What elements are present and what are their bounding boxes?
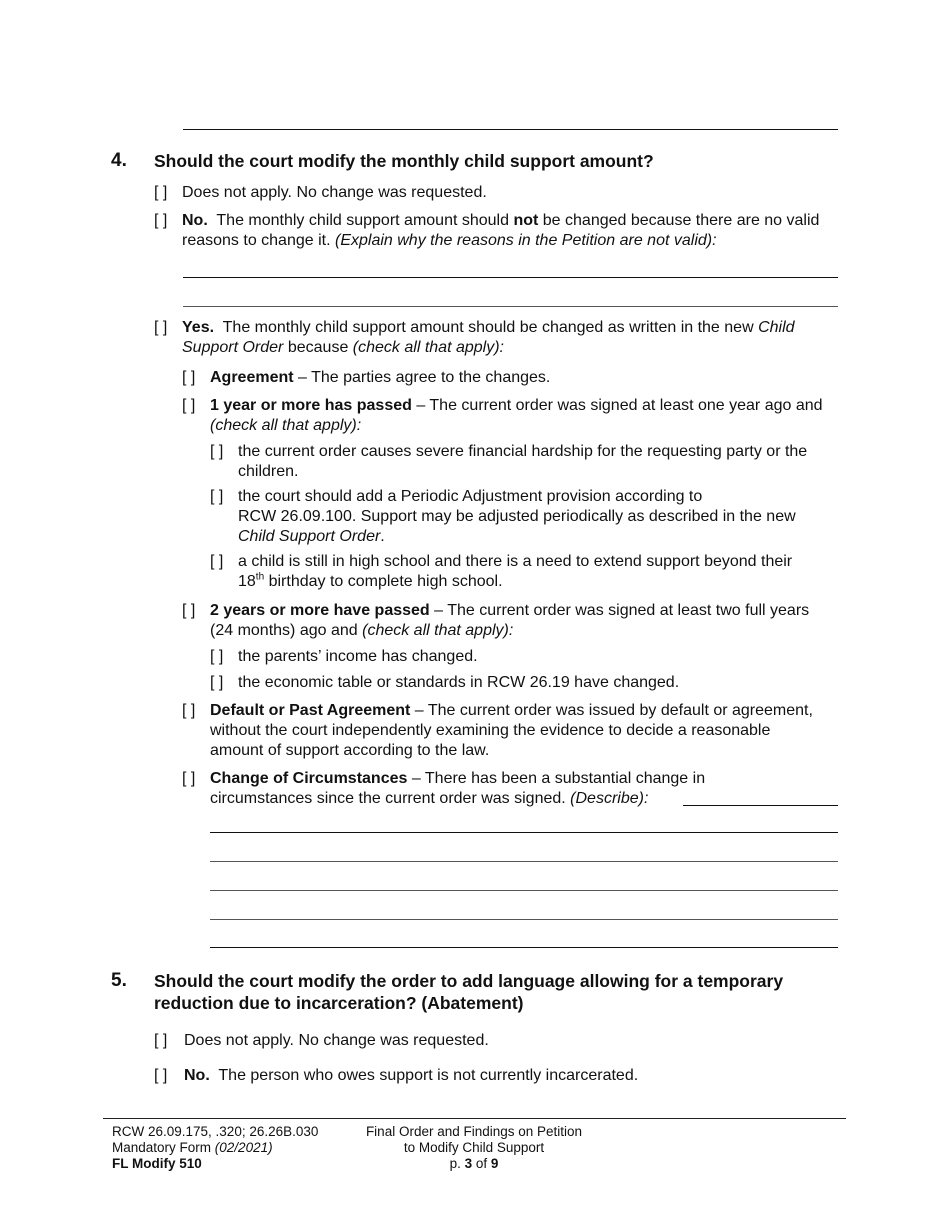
high-school-text: a child is still in high school and there is a need to extend support beyond their 18th birthday to complete high school. [238, 553, 793, 590]
checkbox-income[interactable]: [ ] [210, 648, 224, 665]
checkbox-economic-table[interactable]: [ ] [210, 674, 224, 691]
checkbox-one-year[interactable]: [ ] [182, 397, 196, 414]
change-describe-line-0[interactable] [683, 805, 838, 806]
change-text: Change of Circumstances – There has been a substantial change in circumstances since the current order was signed. (Describe): [210, 770, 706, 807]
agreement-text: Agreement – The parties agree to the changes. [210, 369, 551, 386]
top-fill-line [183, 129, 838, 130]
s4-no-explain-line-1[interactable] [183, 277, 838, 278]
change-describe-line-4[interactable] [210, 919, 838, 920]
checkbox-default[interactable]: [ ] [182, 702, 196, 719]
footer-center [344, 1124, 604, 1172]
one-year-text: 1 year or more has passed – The current order was signed at least one year ago and (check all that apply): [210, 397, 823, 434]
footer-form-id: FL Modify 510 [112, 1156, 202, 1171]
footer-page-number: p. 3 of 9 [449, 1156, 499, 1171]
default-text: Default or Past Agreement – The current order was issued by default or agreement, without the court independently examining the evidence to decide a reasonable amount of support according to the law. [210, 702, 813, 759]
footer-left [112, 1124, 318, 1172]
s4-no-text: No. The monthly child support amount should not be changed because there are no valid reasons to change it. (Explain why the reasons in the Petition are not valid): [182, 212, 820, 249]
checkbox-change[interactable]: [ ] [182, 770, 196, 787]
section-5-number: 5. [111, 970, 127, 991]
s4-not-apply-label: Does not apply. No change was requested. [182, 184, 487, 201]
change-describe-line-1[interactable] [210, 832, 838, 833]
checkbox-two-years[interactable]: [ ] [182, 602, 196, 619]
checkbox-s5-not-apply[interactable]: [ ] [154, 1032, 168, 1049]
s5-not-apply-label: Does not apply. No change was requested. [184, 1032, 489, 1049]
footer-divider [103, 1118, 846, 1119]
section-4-number: 4. [111, 150, 127, 171]
periodic-text: the court should add a Periodic Adjustment provision according to RCW 26.09.100. Support may be adjusted periodically as described in the new Child Support Order. [238, 488, 796, 545]
checkbox-high-school[interactable]: [ ] [210, 553, 224, 570]
checkbox-hardship[interactable]: [ ] [210, 443, 224, 460]
footer-rcw: RCW 26.09.175, .320; 26.26B.030 [112, 1124, 319, 1139]
s4-yes-text: Yes. The monthly child support amount should be changed as written in the new Child Support Order because (check all that apply): [182, 319, 795, 356]
checkbox-s4-yes[interactable]: [ ] [154, 319, 168, 336]
checkbox-s4-no[interactable]: [ ] [154, 212, 168, 229]
checkbox-agreement[interactable]: [ ] [182, 369, 196, 386]
footer-title-1: Final Order and Findings on Petition [365, 1124, 583, 1139]
s4-no-explain-line-2[interactable] [183, 306, 838, 307]
two-years-text: 2 years or more have passed – The current order was signed at least two full years (24 months) ago and (check all that apply): [210, 602, 810, 639]
checkbox-s5-no[interactable]: [ ] [154, 1067, 168, 1084]
s5-no-text: No. The person who owes support is not currently incarcerated. [184, 1067, 639, 1084]
section-5-heading: Should the court modify the order to add language allowing for a temporary reduction due to incarceration? (Abatement) [154, 971, 784, 1013]
checkbox-s4-not-apply[interactable]: [ ] [154, 184, 168, 201]
footer-mandatory: Mandatory Form (02/2021) [112, 1140, 273, 1155]
hardship-text: the current order causes severe financial hardship for the requesting party or the children. [238, 443, 808, 480]
change-describe-line-2[interactable] [210, 861, 838, 862]
economic-table-text: the economic table or standards in RCW 26.19 have changed. [238, 674, 680, 691]
change-describe-line-5[interactable] [210, 947, 838, 948]
change-describe-line-3[interactable] [210, 890, 838, 891]
footer-title-2: to Modify Child Support [403, 1140, 545, 1155]
checkbox-periodic[interactable]: [ ] [210, 488, 224, 505]
income-text: the parents’ income has changed. [238, 648, 478, 665]
section-4-heading: Should the court modify the monthly child support amount? [154, 151, 654, 171]
